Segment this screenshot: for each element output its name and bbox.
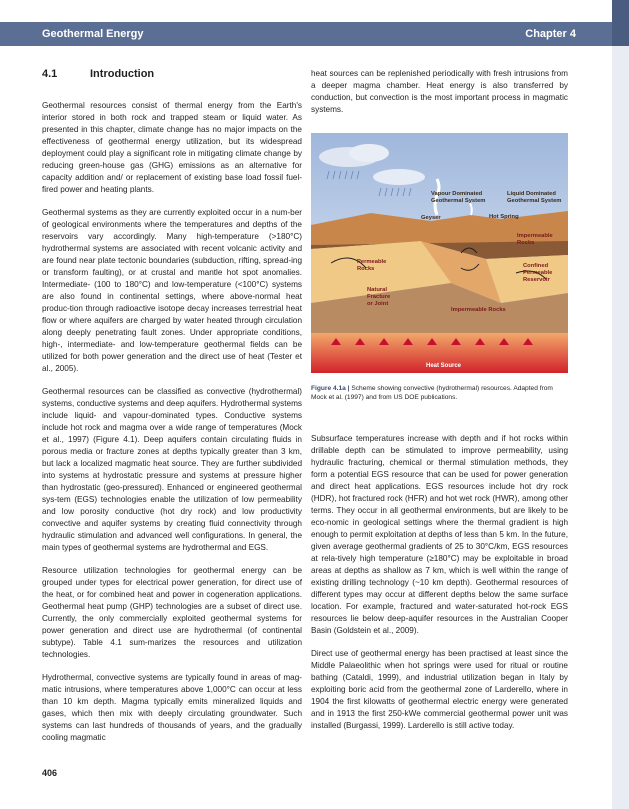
paragraph: Direct use of geothermal energy has been practised at least since the Middle Palaeolithic when hot springs were used for ritual or routine bathing (Cataldi, 1999), and industrial utilization began in Italy by exploiting boric acid from the geothermal zone of Larderello, where in 1904 the first kilowatts of geothermal electric energy were generated and in 1913 the first 250-kWe commercial geothermal power unit was installed (Burgassi, 1999). Larderello is still active today.: [311, 649, 568, 730]
hot-spring-label: Hot Spring: [489, 214, 519, 220]
fracture-label-2: Fracture: [367, 294, 391, 300]
vapour-label-2: Geothermal System: [431, 198, 486, 204]
liquid-label-1: Liquid Dominated: [507, 191, 556, 197]
liquid-label-2: Geothermal System: [507, 198, 562, 204]
section-title: Introduction: [90, 68, 155, 80]
section-heading: [42, 68, 302, 80]
heat-source-label: Heat Source: [426, 363, 462, 369]
right-column: [311, 433, 568, 743]
confined-label-3: Reservoir: [523, 277, 550, 283]
paragraph: Subsurface temperatures increase with depth and if hot rocks within drillable depth can be stimulated to improve permeability, using hydraulic fracturing, chemical or thermal stimulation methods, they form a potential EGS resource that can be used for power generation and direct heat applications. EGS resources include hot dry rock (HDR), hot fractured rock (HFR) and hot wet rock (HWR), among other terms. They occur in all geothermal environments, but are likely to be eco-nomic in geological settings where the thermal gradient is high enough to permit exploitation at depths of less than 5 km. In the future, given average geothermal gradients of 25 to 30°C/km, EGS resources at rela-tively high temperature (≥180°C) may be exploitable in broad areas at depths as shallow as 7 km, which is well within the range of existing drilling technology (~10 km depth). Geothermal resources of different types may occur at different depths below the same surface location. For example, fractured and water-saturated hot-rock EGS resources lie below deep-aquifer resources in the Australian Cooper Basin (Goldstein et al., 2009).: [311, 434, 568, 635]
page-edge-tab: [612, 0, 629, 809]
running-title: Geothermal Energy: [42, 28, 144, 40]
cloud: [349, 144, 389, 162]
chapter-label: Chapter 4: [525, 28, 576, 40]
right-column-top: [311, 68, 568, 127]
figure-caption: [311, 384, 568, 402]
vapour-label-1: Vapour Dominated: [431, 191, 483, 197]
cloud: [373, 169, 425, 185]
paragraph: Hydrothermal, convective systems are typically found in areas of mag-matic intrusions, where temperatures above 1,000°C can occur at less than 10 km depth. Magma typically emits mineralized liquids and gases, which then mix with deeply circulating groundwater. Such systems can last hundreds of thousands of years, and the gradually cooling magmatic: [42, 673, 302, 742]
impermeable-top-label-1: Impermeable: [517, 233, 553, 239]
figure-geothermal-schematic: [311, 133, 568, 373]
impermeable-bottom-label: Impermeable Rocks: [451, 307, 506, 313]
fracture-label-3: or Joint: [367, 301, 389, 307]
paragraph: Geothermal systems as they are currently exploited occur in a num-ber of geological environments where the temperatures and depths of the reservoirs vary accordingly. Many high-temperature (>180°C) hydrothermal systems are associated with recent volcanic activity and are found near plate tectonic boundaries (subduction, rifting, spread-ing or transform faulting), or at crustal and mantle hot spot anomalies. Intermediate- (100 to 180°C) and low-temperature (<100°C) systems are also found in continental settings, where above-normal heat produc-tion through radioactive isotope decay increases terrestrial heat flow or where aquifers are charged by water heated through circulation along deeply penetrating fault zones. Under appropriate conditions, high-, intermediate- and low-temperature geothermal fields can be utilized for both power generation and the direct use of heat (Tester et al., 2005).: [42, 208, 302, 373]
page-header: [0, 0, 629, 46]
permeable-label-1: Permeable: [357, 259, 387, 265]
paragraph: Geothermal resources consist of thermal energy from the Earth's interior stored in both rock and trapped steam or liquid water. As presented in this chapter, climate change has no major impacts on the effectiveness of geothermal energy utilization, but its widespread deployment could play a significant role in mitigating climate change by reducing green-house gas (GHG) emissions as an alternative for capacity addition and/ or replacement of existing base load fossil fuel-fired power and heating plants.: [42, 101, 302, 194]
left-column: [42, 68, 302, 755]
paragraph: Resource utilization technologies for geothermal energy can be grouped under types for electrical power generation, for direct use of the heat, or for combined heat and power in cogeneration applications. Geothermal heat pump (GHP) technologies are a subset of direct use. Currently, the only commercially exploited geothermal systems for power generation and direct use are hydrothermal (of continental subtype). Table 4.1 sum-marizes the resources and utilization technologies.: [42, 566, 302, 659]
fracture-label-1: Natural: [367, 287, 387, 293]
permeable-label-2: Rocks: [357, 266, 375, 272]
confined-label-2: Permeable: [523, 270, 553, 276]
confined-label-1: Confined: [523, 263, 549, 269]
caption-text: Scheme showing convective (hydrothermal) resources. Adapted from Mock et al. (1997) and from US DOE publications.: [311, 385, 553, 401]
geyser-label: Geyser: [421, 215, 441, 221]
page-edge-tab-header: [612, 0, 629, 46]
header-band: [0, 22, 612, 46]
page-number: 406: [42, 768, 58, 778]
impermeable-top-label-2: Rocks: [517, 240, 535, 246]
paragraph: Geothermal resources can be classified as convective (hydrothermal) systems, conductive systems and deep aquifers. Hydrothermal systems include liquid- and vapour-dominated types. Conductive systems include hot rock and magma over a wide range of temperatures (Mock et al., 1997) (Figure 4.1). Deep aquifers contain circulating fluids in porous media or fracture zones at depths typically greater than 3 km, but lack a localized magmatic heat source. They are further subdivided into systems at hydrostatic pressure and systems at pressure higher than hydrostatic (geo-pressured). Enhanced or engineered geothermal sys-tem (EGS) technologies enable the utilization of low permeability and low porosity conductive (hot dry rock) and low productivity convective and aquifer systems by creating fluid connectivity through hydraulic stimulation and advanced well configurations. In general, the main types of geothermal systems are hydrothermal and EGS.: [42, 387, 302, 552]
caption-label: Figure 4.1a |: [311, 385, 350, 392]
section-number: 4.1: [42, 68, 58, 80]
paragraph: heat sources can be replenished periodically with fresh intrusions from a deeper magma chamber. Heat energy is also transferred by conduction, but convection is the most important process in magmatic systems.: [311, 69, 568, 114]
geothermal-diagram: [311, 133, 568, 373]
